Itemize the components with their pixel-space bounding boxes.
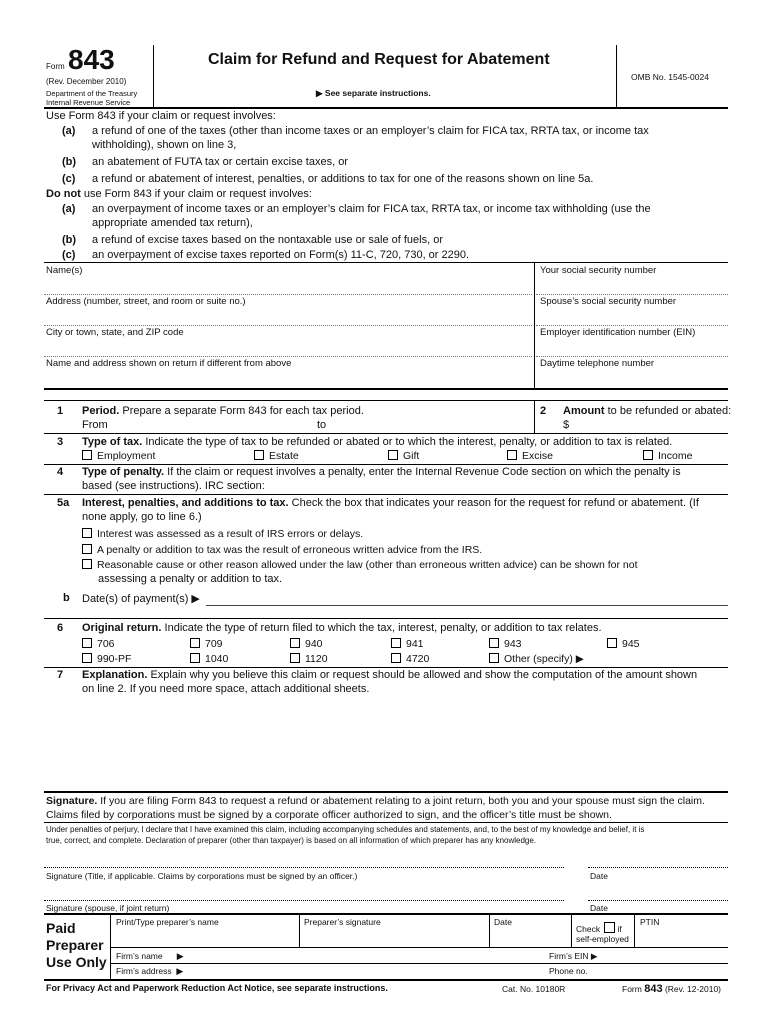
line-7-text: Explanation. Explain why you believe this claim or request should be allowed and show the computation of the amount shown	[82, 669, 698, 681]
dollar-sign: $	[563, 419, 570, 431]
explanation-input[interactable]	[44, 698, 728, 788]
return-945[interactable]: 945	[607, 638, 640, 650]
phone-input[interactable]	[536, 369, 726, 386]
checkbox[interactable]	[254, 450, 264, 460]
amount-input[interactable]	[574, 418, 726, 432]
city-input[interactable]	[44, 338, 532, 355]
date-label: Date	[590, 871, 608, 881]
checkbox[interactable]	[507, 450, 517, 460]
line-2-number: 2	[540, 405, 547, 417]
from-label: From	[82, 419, 108, 431]
info-divider	[534, 262, 535, 388]
line-5b-number: b	[63, 592, 70, 604]
signature-label: Signature (Title, if applicable. Claims by corporations must be signed by an officer.)	[46, 871, 358, 881]
revision: (Rev. December 2010)	[46, 77, 127, 86]
donot-item-text: an overpayment of income taxes or an employer’s claim for FICA tax, RRTA tax, or income tax withholding (use the	[92, 203, 651, 215]
header-rule	[44, 107, 728, 109]
taxpayer-signature-input[interactable]	[44, 848, 564, 866]
line-5a-number: 5a	[57, 497, 70, 509]
line-1-text: Period. Prepare a separate Form 843 for each tax period.	[82, 405, 364, 417]
reason-reasonable-cause-2: assessing a penalty or addition to tax.	[98, 573, 283, 585]
line-3-text: Type of tax. Indicate the type of tax to be refunded or abated or to which the interest, penalty, or addition to tax is related.	[82, 436, 673, 448]
preparer-signature-label: Preparer’s signature	[304, 917, 381, 927]
return-941[interactable]: 941	[391, 638, 424, 650]
checkbox[interactable]	[82, 544, 92, 554]
use-item-letter: (a)	[62, 125, 76, 137]
preparer-date-input[interactable]	[491, 928, 569, 946]
reason-reasonable-cause[interactable]: Reasonable cause or other reason allowed under the law (other than erroneous written advice) can be shown for not	[82, 559, 638, 571]
checkbox[interactable]	[82, 450, 92, 460]
address-label: Address (number, street, and room or suite no.)	[46, 296, 246, 307]
checkbox[interactable]	[190, 638, 200, 648]
line-6-number: 6	[57, 622, 64, 634]
line-5a-text: Interest, penalties, and additions to tax. Check the box that indicates your reason for the request for refund or abatement. (If	[82, 497, 699, 509]
address-input[interactable]	[44, 307, 532, 324]
firms-address-input[interactable]	[185, 965, 545, 978]
spouse-ssn-label: Spouse’s social security number	[540, 296, 677, 307]
donot-item-text: a refund of excise taxes based on the nontaxable use or sale of fuels, or	[92, 234, 444, 246]
return-1040[interactable]: 1040	[190, 653, 228, 665]
line-2-text: Amount to be refunded or abated:	[563, 405, 732, 417]
preparer-name-input[interactable]	[112, 928, 297, 946]
line-1-number: 1	[57, 405, 64, 417]
line-3-number: 3	[57, 436, 64, 448]
checkbox[interactable]	[82, 653, 92, 663]
line-4-text-2: based (see instructions). IRC section:	[82, 480, 265, 492]
firms-ein-label: Firm’s EIN ▶	[549, 951, 598, 961]
checkbox[interactable]	[190, 653, 200, 663]
ssn-input[interactable]	[536, 276, 726, 293]
catalog-number: Cat. No. 10180R	[502, 984, 566, 994]
donot-item-text: an overpayment of excise taxes reported on Form(s) 11-C, 720, 730, or 2290.	[92, 249, 470, 261]
ein-input[interactable]	[536, 338, 726, 355]
header-divider-right	[616, 45, 617, 108]
phone-label: Daytime telephone number	[540, 358, 655, 369]
use-item-text: withholding), shown on line 3,	[92, 139, 237, 151]
firms-name-label: Firm’s name ▶	[116, 951, 184, 961]
spouse-ssn-input[interactable]	[536, 307, 726, 324]
instructions-note: ▶ See separate instructions.	[316, 88, 431, 98]
ein-label: Employer identification number (EIN)	[540, 327, 696, 338]
preparer-label: Preparer	[46, 937, 104, 953]
preparer-signature-input[interactable]	[301, 928, 487, 946]
line-6-text: Original return. Indicate the type of return filed to which the tax, interest, penalty, or addition to tax relates.	[82, 622, 602, 634]
donot-item-letter: (a)	[62, 203, 76, 215]
spouse-signature-label: Signature (spouse, if joint return)	[46, 903, 170, 913]
checkbox[interactable]	[607, 638, 617, 648]
spouse-date-label: Date	[590, 903, 608, 913]
donot-item-letter: (b)	[62, 234, 77, 246]
tax-type-excise[interactable]: Excise	[507, 450, 553, 462]
other-return-input[interactable]	[595, 652, 725, 666]
ssn-label: Your social security number	[540, 265, 657, 276]
return-706[interactable]: 706	[82, 638, 115, 650]
perjury-statement: Under penalties of perjury, I declare that I have examined this claim, including accompanying schedules and statements, and, to the best of my knowledge and belief, it is	[46, 825, 645, 834]
use-item-letter: (b)	[62, 156, 77, 168]
donot-item-text: appropriate amended tax return),	[92, 217, 253, 229]
spouse-signature-input[interactable]	[44, 882, 564, 899]
return-940[interactable]: 940	[290, 638, 323, 650]
checkbox[interactable]	[489, 638, 499, 648]
alt-name-input[interactable]	[44, 369, 532, 386]
return-other[interactable]: Other (specify) ▶	[489, 653, 584, 665]
phone-no-input[interactable]	[600, 965, 726, 978]
use-only-label: Use Only	[46, 954, 107, 970]
checkbox[interactable]	[643, 450, 653, 460]
line-7-number: 7	[57, 669, 64, 681]
spouse-date-input[interactable]	[588, 882, 728, 899]
return-943[interactable]: 943	[489, 638, 522, 650]
return-4720[interactable]: 4720	[391, 653, 429, 665]
form-number: 843	[68, 44, 115, 75]
header-divider-left	[153, 45, 154, 108]
line-5a-text-2: none apply, go to line 6.)	[82, 511, 202, 523]
phone-no-label: Phone no.	[549, 966, 588, 976]
reason-erroneous-advice[interactable]: A penalty or addition to tax was the result of erroneous written advice from the IRS.	[82, 544, 482, 556]
reason-irs-errors[interactable]: Interest was assessed as a result of IRS errors or delays.	[82, 528, 363, 540]
department: Department of the Treasury	[46, 89, 138, 98]
names-input[interactable]	[44, 276, 532, 293]
to-label: to	[317, 419, 327, 431]
firms-address-label: Firm’s address ▶	[116, 966, 184, 976]
checkbox[interactable]	[391, 638, 401, 648]
line-5b-text: Date(s) of payment(s) ▶	[82, 593, 200, 605]
return-709[interactable]: 709	[190, 638, 223, 650]
checkbox[interactable]	[489, 653, 499, 663]
irc-section-input[interactable]	[275, 479, 725, 493]
line-4-number: 4	[57, 466, 64, 478]
use-item-text: an abatement of FUTA tax or certain excise taxes, or	[92, 156, 348, 168]
period-from-input[interactable]	[115, 418, 310, 432]
use-item-text: a refund or abatement of interest, penalties, or additions to tax for one of the reasons shown on line 5a.	[92, 173, 594, 185]
form-title: Claim for Refund and Request for Abatement	[208, 51, 550, 68]
use-heading: Use Form 843 if your claim or request involves:	[46, 110, 276, 122]
checkbox[interactable]	[391, 653, 401, 663]
tax-type-income[interactable]: Income	[643, 450, 692, 462]
firms-name-input[interactable]	[185, 949, 545, 962]
checkbox[interactable]	[290, 653, 300, 663]
return-1120[interactable]: 1120	[290, 653, 328, 665]
line-7-text-2: on line 2. If you need more space, attach additional sheets.	[82, 683, 370, 695]
checkbox[interactable]	[82, 528, 92, 538]
checkbox[interactable]	[82, 559, 92, 569]
return-990-pf[interactable]: 990-PF	[82, 653, 131, 665]
line-4-text: Type of penalty. If the claim or request involves a penalty, enter the Internal Revenue Code section on which the penalty is	[82, 466, 681, 478]
form-word: Form	[46, 62, 65, 71]
city-label: City or town, state, and ZIP code	[46, 327, 184, 338]
preparer-date-label: Date	[494, 917, 512, 927]
self-employed-check: Check if	[576, 924, 622, 934]
alt-name-label: Name and address shown on return if different from above	[46, 358, 292, 369]
privacy-notice: For Privacy Act and Paperwork Reduction Act Notice, see separate instructions.	[46, 983, 388, 993]
ptin-label: PTIN	[640, 917, 660, 927]
signature-instructions: Signature. If you are filing Form 843 to request a refund or abatement relating to a joint return, both you and your spouse must sign the claim.	[46, 795, 705, 807]
checkbox[interactable]	[388, 450, 398, 460]
perjury-statement-2: true, correct, and complete. Declaration of preparer (other than taxpayer) is based on all information of which preparer has any knowledge.	[46, 836, 537, 845]
service: Internal Revenue Service	[46, 98, 131, 107]
omb-number: OMB No. 1545-0024	[631, 72, 709, 82]
donot-item-letter: (c)	[62, 249, 76, 261]
firms-ein-input[interactable]	[600, 949, 726, 962]
tax-type-employment[interactable]: Employment	[82, 450, 155, 462]
signature-instructions-2: Claims filed by corporations must be signed by a corporate officer authorized to sign, and the officer’s title must be shown.	[46, 809, 612, 821]
self-employed-label: self-employed	[576, 934, 629, 944]
footer-form-id: Form 843 (Rev. 12-2010)	[622, 983, 722, 995]
tax-type-estate[interactable]: Estate	[254, 450, 299, 462]
payment-dates-input[interactable]	[206, 590, 726, 604]
checkbox[interactable]	[290, 638, 300, 648]
self-employed-checkbox[interactable]	[604, 922, 615, 933]
taxpayer-date-input[interactable]	[588, 848, 728, 866]
ptin-input[interactable]	[636, 928, 726, 946]
period-to-input[interactable]	[333, 418, 528, 432]
use-item-text: a refund of one of the taxes (other than income taxes or an employer’s claim for FICA tax, RRTA tax, or income tax	[92, 125, 649, 137]
checkbox[interactable]	[82, 638, 92, 648]
tax-type-gift[interactable]: Gift	[388, 450, 419, 462]
paid-label: Paid	[46, 920, 76, 936]
use-item-letter: (c)	[62, 173, 76, 185]
preparer-name-label: Print/Type preparer’s name	[116, 917, 219, 927]
donot-heading: Do not use Form 843 if your claim or request involves:	[46, 188, 312, 200]
names-label: Name(s)	[46, 265, 83, 276]
